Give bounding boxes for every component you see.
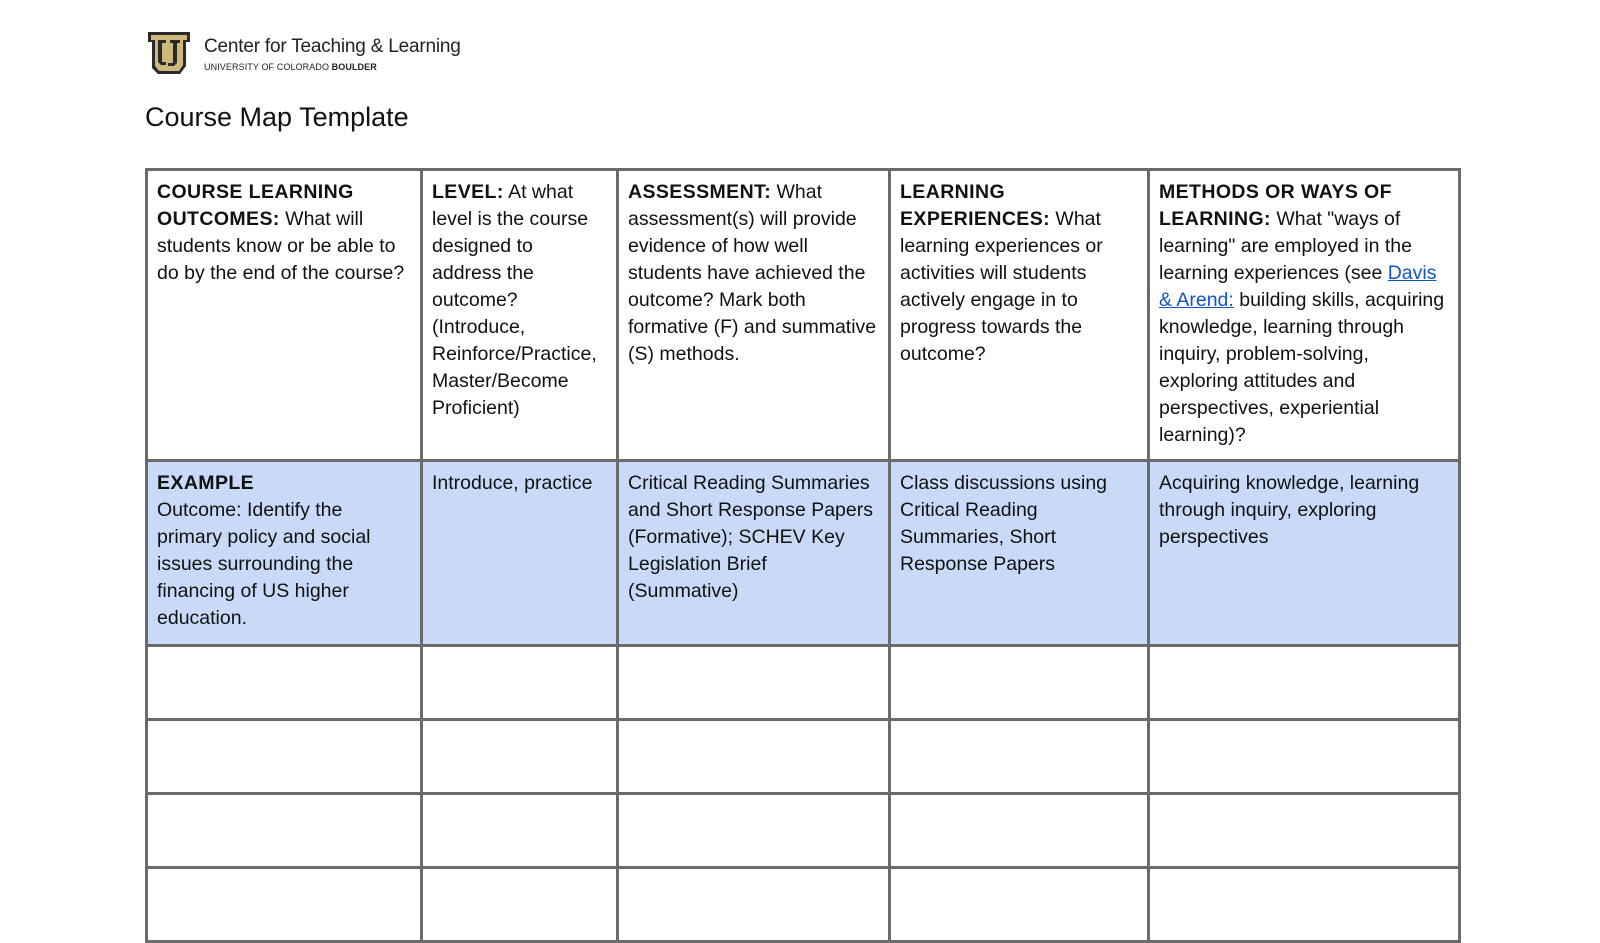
header-methods-text-after: building skills, acquiring knowledge, learning through inquiry, problem-solving, exploring attitudes and perspectives, experiential learning)? bbox=[1159, 289, 1445, 446]
header-outcomes-label: COURSE LEARNING OUTCOMES: bbox=[157, 181, 354, 230]
logo-title: Center for Teaching & Learning bbox=[204, 36, 461, 57]
logo-subtitle-normal: UNIVERSITY OF COLORADO bbox=[204, 62, 332, 72]
header-assessment-label: ASSESSMENT: bbox=[628, 181, 772, 203]
course-map-table bbox=[145, 168, 1461, 943]
empty-cell[interactable] bbox=[422, 794, 618, 868]
table-row bbox=[147, 646, 1460, 720]
empty-cell[interactable] bbox=[1149, 868, 1460, 942]
empty-cell[interactable] bbox=[1149, 720, 1460, 794]
header-cell-outcomes bbox=[147, 170, 422, 461]
empty-cell[interactable] bbox=[1149, 794, 1460, 868]
empty-cell[interactable] bbox=[147, 794, 422, 868]
logo-subtitle-bold: BOULDER bbox=[331, 62, 377, 72]
header-experiences-text: What learning experiences or activities will students actively engage in to progress towards the outcome? bbox=[900, 208, 1103, 365]
empty-cell[interactable] bbox=[1149, 646, 1460, 720]
logo-subtitle bbox=[204, 62, 461, 72]
empty-cell[interactable] bbox=[147, 868, 422, 942]
empty-cell[interactable] bbox=[890, 646, 1149, 720]
header-assessment-text: What assessment(s) will provide evidence of how well students have achieved the outcome? Mark both formative (F) and summative (S) methods. bbox=[628, 181, 877, 365]
example-outcome-cell[interactable] bbox=[147, 461, 422, 646]
empty-cell[interactable] bbox=[890, 720, 1149, 794]
header-outcomes-text: What will students know or be able to do by the end of the course? bbox=[157, 208, 405, 284]
empty-cell[interactable] bbox=[147, 646, 422, 720]
empty-cell[interactable] bbox=[618, 720, 890, 794]
header-cell-methods bbox=[1149, 170, 1460, 461]
empty-cell[interactable] bbox=[618, 794, 890, 868]
header-cell-level bbox=[422, 170, 618, 461]
table-row bbox=[147, 720, 1460, 794]
example-row bbox=[147, 461, 1460, 646]
table-row bbox=[147, 868, 1460, 942]
example-experiences-text: Class discussions using Critical Reading Summaries, Short Response Papers bbox=[900, 472, 1108, 575]
logo bbox=[144, 28, 461, 80]
example-label: EXAMPLE bbox=[157, 472, 255, 494]
example-methods-text: Acquiring knowledge, learning through inquiry, exploring perspectives bbox=[1159, 472, 1420, 548]
example-level-text: Introduce, practice bbox=[432, 472, 593, 494]
header-level-label: LEVEL: bbox=[432, 181, 504, 203]
table-header-row bbox=[147, 170, 1460, 461]
empty-cell[interactable] bbox=[422, 720, 618, 794]
example-level-cell[interactable] bbox=[422, 461, 618, 646]
davis-arend-link[interactable]: Davis & Arend: bbox=[1159, 262, 1437, 311]
example-methods-cell[interactable] bbox=[1149, 461, 1460, 646]
empty-cell[interactable] bbox=[890, 868, 1149, 942]
logo-text bbox=[204, 28, 461, 72]
example-outcome-text: Outcome: Identify the primary policy and social issues surrounding the financing of US higher education. bbox=[157, 499, 371, 629]
table-row bbox=[147, 794, 1460, 868]
cu-logo-icon bbox=[144, 28, 194, 78]
page-title: Course Map Template bbox=[145, 102, 409, 132]
header-methods-label: METHODS OR WAYS OF LEARNING: bbox=[1159, 181, 1392, 230]
empty-cell[interactable] bbox=[890, 794, 1149, 868]
example-experiences-cell[interactable] bbox=[890, 461, 1149, 646]
header-experiences-label: LEARNING EXPERIENCES: bbox=[900, 181, 1051, 230]
example-assessment-cell[interactable] bbox=[618, 461, 890, 646]
header-cell-assessment bbox=[618, 170, 890, 461]
empty-cell[interactable] bbox=[422, 646, 618, 720]
header-level-text: At what level is the course designed to address the outcome? (Introduce, Reinforce/Practice, Master/Become Proficient) bbox=[432, 181, 597, 419]
empty-cell[interactable] bbox=[422, 868, 618, 942]
empty-cell[interactable] bbox=[618, 868, 890, 942]
example-assessment-text: Critical Reading Summaries and Short Response Papers (Formative); SCHEV Key Legislation Brief (Summative) bbox=[628, 472, 873, 602]
header-cell-experiences bbox=[890, 170, 1149, 461]
empty-cell[interactable] bbox=[147, 720, 422, 794]
header-methods-text-before: What "ways of learning" are employed in the learning experiences (see bbox=[1159, 208, 1412, 284]
empty-cell[interactable] bbox=[618, 646, 890, 720]
